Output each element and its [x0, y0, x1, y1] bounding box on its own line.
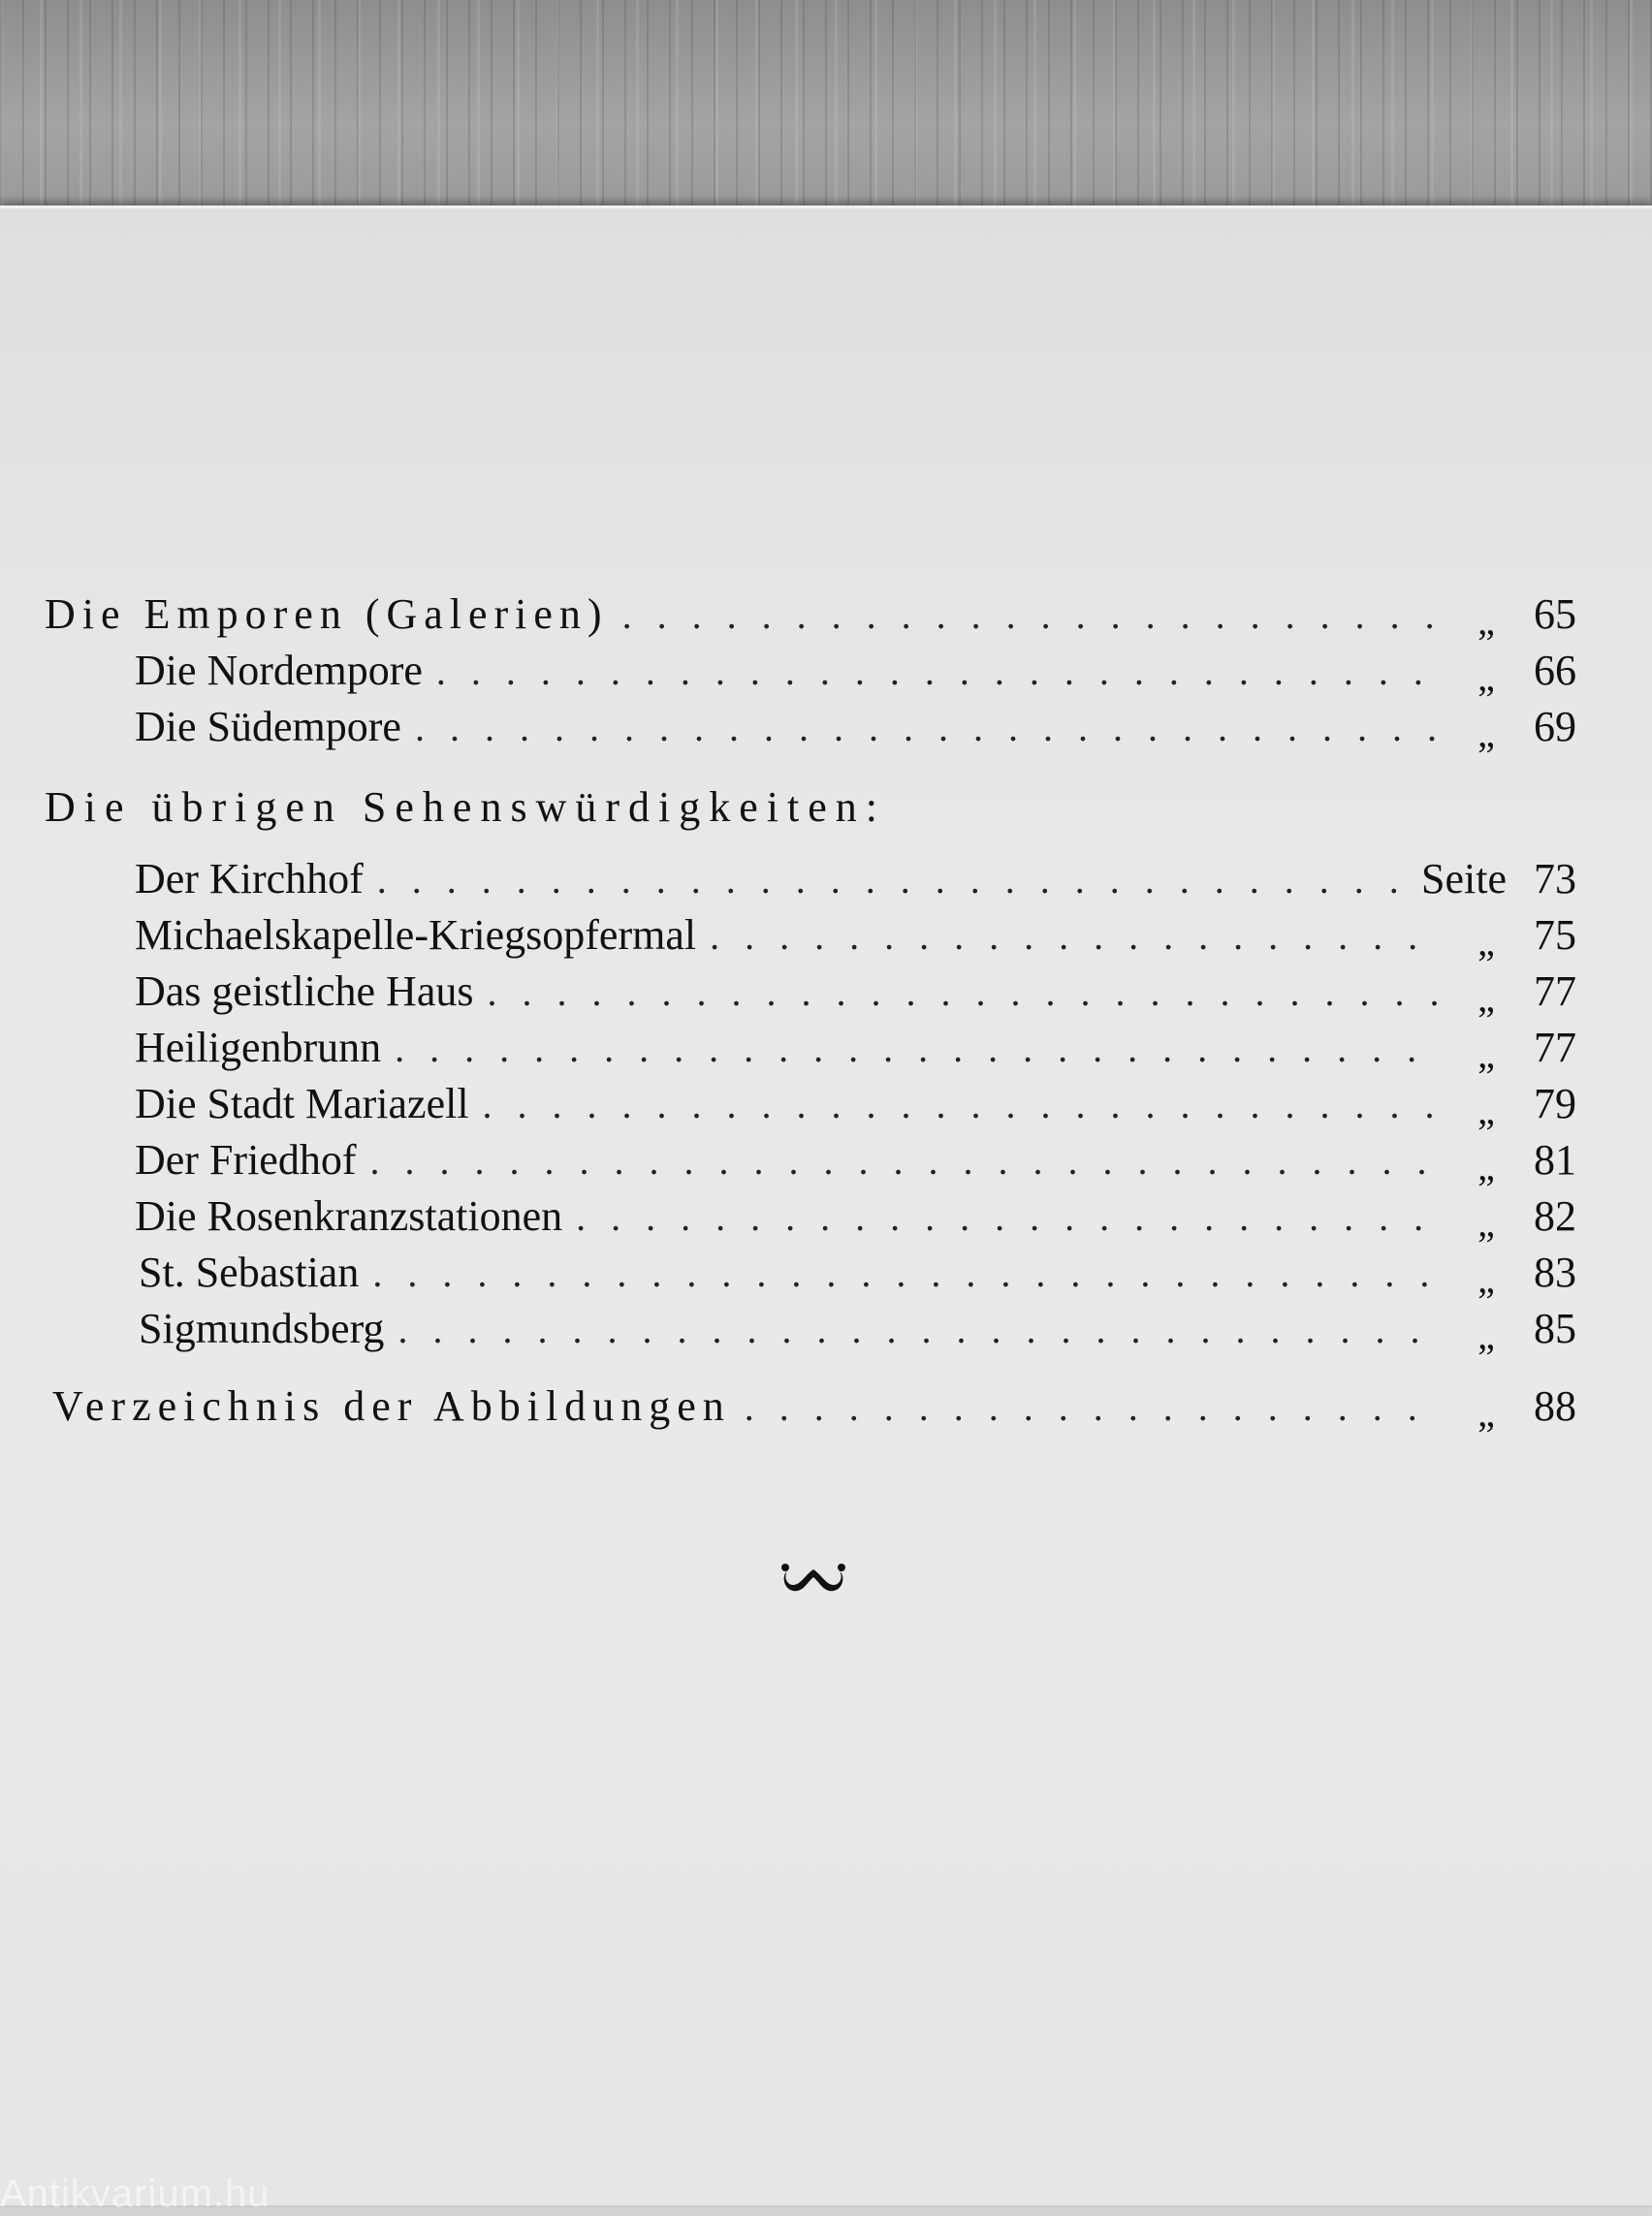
toc-entry-label: Der Friedhof	[135, 1136, 357, 1184]
toc-entry-nordempore	[135, 646, 1576, 700]
page-number: 81	[1534, 1136, 1576, 1184]
dot-leader	[483, 1082, 1439, 1127]
ditto-mark: „	[1477, 920, 1495, 964]
toc-entry-kirchhof	[135, 854, 1576, 908]
toc-entry-friedhof	[135, 1135, 1576, 1189]
toc-entry-label: Die Emporen (Galerien)	[45, 590, 609, 638]
ornament-icon	[778, 1554, 849, 1602]
dot-leader	[415, 705, 1439, 750]
toc-entry-label: Heiligenbrunn	[135, 1024, 382, 1071]
toc-entry-geistliche-haus	[135, 966, 1576, 1021]
page-number: 88	[1534, 1382, 1576, 1430]
toc-entry-label: Die Nordempore	[135, 647, 423, 694]
dot-leader	[372, 1250, 1439, 1296]
page-number: 82	[1534, 1192, 1576, 1240]
dot-leader	[487, 969, 1439, 1015]
dot-leader	[395, 1026, 1439, 1071]
toc-entry-heiligenbrunn	[135, 1023, 1576, 1077]
toc-entry-label: Die Stadt Mariazell	[135, 1080, 469, 1127]
toc-entry-label: Michaelskapelle-Kriegsopfermal	[135, 911, 697, 959]
section-heading: Die übrigen Sehenswürdigkeiten:	[45, 783, 886, 831]
ditto-mark: „	[1477, 655, 1495, 699]
ditto-mark: „	[1477, 1032, 1495, 1076]
toc-entry-label: Das geistliche Haus	[135, 967, 474, 1015]
ditto-mark: „	[1477, 599, 1495, 643]
toc-entry-abbildungen	[52, 1381, 1576, 1436]
toc-entry-suedempore	[135, 702, 1576, 756]
page-number: 73	[1534, 855, 1576, 902]
book-page	[0, 206, 1652, 2205]
page-number: 75	[1534, 911, 1576, 959]
page-number: 69	[1534, 703, 1576, 750]
ditto-mark: „	[1477, 976, 1495, 1020]
toc-entry-label: Die Rosenkranzstationen	[135, 1192, 563, 1240]
ditto-mark: „	[1477, 1314, 1495, 1357]
ditto-mark: „	[1477, 1201, 1495, 1245]
toc-entry-label: Sigmundsberg	[139, 1305, 385, 1352]
toc-entry-label: Verzeichnis der Abbildungen	[52, 1382, 731, 1430]
dot-leader	[397, 1307, 1439, 1352]
dot-leader	[377, 857, 1408, 902]
page-number: 79	[1534, 1080, 1576, 1127]
dot-leader	[576, 1194, 1439, 1240]
page-number: 77	[1534, 1024, 1576, 1071]
ditto-mark: „	[1477, 1089, 1495, 1132]
ditto-mark: „	[1477, 1145, 1495, 1188]
toc-entry-label: Die Südempore	[135, 703, 401, 750]
toc-entry-michaelskapelle	[135, 910, 1576, 965]
toc-entry-label: St. Sebastian	[139, 1249, 360, 1296]
toc-entry-rosenkranzstationen	[135, 1191, 1576, 1246]
ditto-mark: „	[1477, 1391, 1495, 1435]
dot-leader	[370, 1138, 1440, 1184]
page-number: 65	[1534, 590, 1576, 638]
page-number: 85	[1534, 1305, 1576, 1352]
dot-leader	[436, 649, 1439, 694]
ditto-mark: „	[1477, 712, 1495, 755]
dot-leader	[745, 1384, 1439, 1430]
watermark: Antikvarium.hu	[0, 2172, 270, 2215]
dot-leader	[622, 592, 1439, 638]
toc-entry-emporen	[45, 589, 1576, 644]
ditto-mark: „	[1477, 1257, 1495, 1301]
page-number: 66	[1534, 647, 1576, 694]
toc-entry-st-sebastian	[139, 1248, 1576, 1302]
background-surface	[0, 0, 1652, 208]
toc-entry-sigmundsberg	[139, 1304, 1576, 1358]
toc-entry-stadt-mariazell	[135, 1079, 1576, 1133]
dot-leader	[710, 913, 1439, 959]
toc-entry-label: Der Kirchhof	[135, 855, 364, 902]
page-number: 77	[1534, 967, 1576, 1015]
seite-label: Seite	[1421, 855, 1507, 902]
page-number: 83	[1534, 1249, 1576, 1296]
